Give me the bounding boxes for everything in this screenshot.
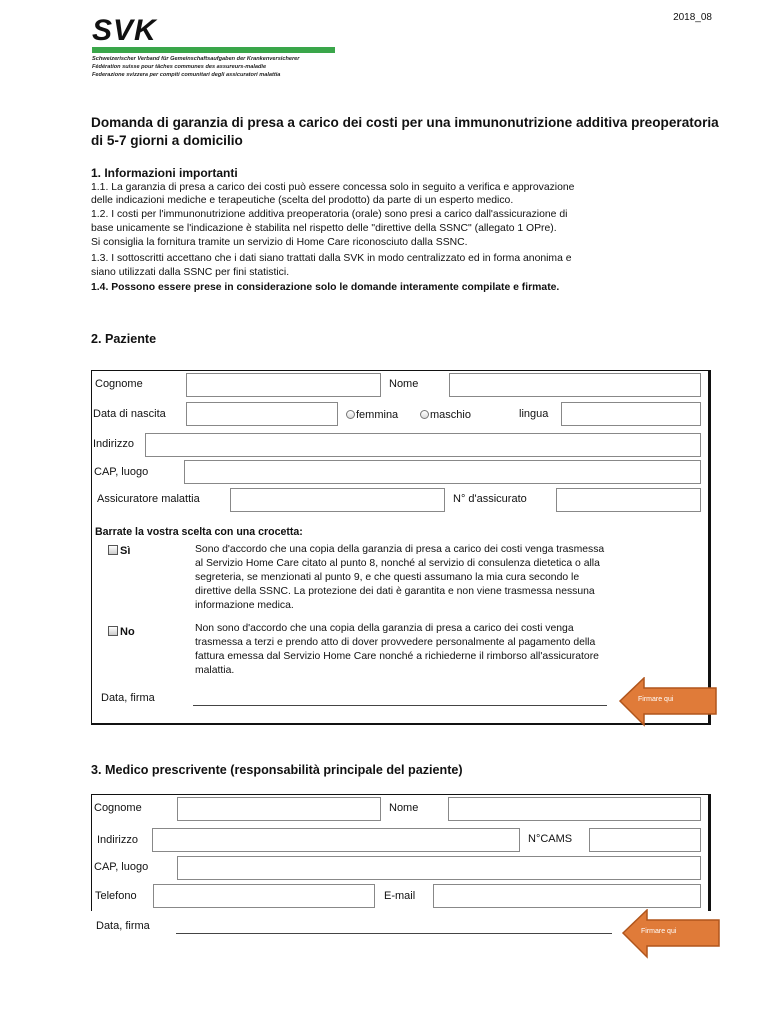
label-nome: Nome (389, 378, 419, 390)
info-line-bold: 1.4. Possono essere prese in considerazione solo le domande interamente compilate e firmate. (91, 282, 560, 293)
label-doctor-address: Indirizzo (97, 834, 138, 846)
info-line: 1.3. I sottoscritti accettano che i dati siano trattati dalla SVK in modo centralizzato ed in forma anonima e (91, 253, 572, 264)
consent-yes-checkbox[interactable] (108, 545, 130, 557)
patient-signature-line[interactable] (193, 705, 607, 706)
label-doctor-surname: Cognome (94, 802, 142, 814)
consent-line: fattura emessa dal Servizio Home Care nonché a richiederne il rimborso all'assicuratore (195, 651, 599, 662)
info-line: delle indicazioni mediche e terapeutiche (scelta del prodotto) da parte di un esperto medico. (91, 195, 514, 206)
brand-bar (92, 47, 335, 53)
consent-line: malattia. (195, 665, 235, 676)
patient-surname-input[interactable] (186, 373, 381, 397)
info-line: base unicamente se l'indicazione è stabilita nel rispetto delle "direttive della SSNC" (allegato 1 OPre). (91, 223, 557, 234)
checkbox-icon (108, 626, 118, 636)
doctor-surname-input[interactable] (177, 797, 381, 821)
info-line: siano utilizzati dalla SSNC per fini statistici. (91, 267, 290, 278)
label-insurer: Assicuratore malattia (97, 493, 200, 505)
form-code: 2018_08 (673, 12, 712, 23)
radio-circle-icon (420, 410, 429, 419)
radio-male[interactable] (420, 409, 471, 421)
section1-heading: 1. Informazioni importanti (91, 166, 238, 180)
radio-female[interactable] (346, 409, 398, 421)
org-line-it: Federazione svizzera per compiti comunitari degli assicuratori malattia (92, 72, 281, 78)
consent-line: trasmessa a terzi e prendo atto di dover provvedere personalmente al pagamento della (195, 637, 596, 648)
email-input[interactable] (433, 884, 701, 908)
label-ncams: N°CAMS (528, 833, 573, 845)
insured-number-input[interactable] (556, 488, 701, 512)
org-line-de: Schweizerischer Verband für Gemeinschaftsaufgaben der Krankenversicherer (92, 56, 300, 62)
consent-line: Sono d'accordo che una copia della garanzia di presa a carico dei costi venga trasmessa (195, 544, 605, 555)
doctor-address-input[interactable] (152, 828, 520, 852)
consent-yes-text (195, 543, 705, 613)
doctor-cap-input[interactable] (177, 856, 701, 880)
page-title: Domanda di garanzia di presa a carico dei costi per una immunonutrizione additiva preoperatoria di 5-7 giorni a domicilio (91, 115, 719, 148)
label-email: E-mail (384, 890, 416, 902)
label-cap: CAP, luogo (94, 466, 149, 478)
checkbox-icon (108, 545, 118, 555)
label-address: Indirizzo (93, 438, 134, 450)
sign-here-label: Firmare qui (638, 696, 674, 703)
sign-here-label: Firmare qui (641, 928, 677, 935)
label-doctor-name: Nome (389, 802, 419, 814)
patient-name-input[interactable] (449, 373, 701, 397)
doctor-signature-line[interactable] (176, 933, 612, 934)
sign-here-arrow (618, 677, 718, 727)
consent-line: al Servizio Home Care citato al punto 8, nonché al servizio di consulenza dietetica o alla (195, 558, 600, 569)
consent-line: segreteria, se menzionati al punto 9, e che questi assumano la mia cura secondo le (195, 572, 580, 583)
consent-line: Non sono d'accordo che una copia della garanzia di presa a carico dei costi venga (195, 623, 574, 634)
birthdate-input[interactable] (186, 402, 338, 426)
consent-no-text (195, 622, 705, 678)
radio-circle-icon (346, 410, 355, 419)
consent-line: informazione medica. (195, 600, 294, 611)
ncams-input[interactable] (589, 828, 701, 852)
doctor-name-input[interactable] (448, 797, 701, 821)
cap-input[interactable] (184, 460, 701, 484)
section3-heading: 3. Medico prescrivente (responsabilità principale del paziente) (91, 763, 463, 777)
consent-yes-label: Sì (120, 545, 131, 557)
label-language: lingua (519, 408, 549, 420)
info-line: 1.2. I costi per l'immunonutrizione additiva preoperatoria (orale) sono presi a carico dall'assicurazione di (91, 209, 568, 220)
language-input[interactable] (561, 402, 701, 426)
label-insured-number: N° d'assicurato (453, 493, 527, 505)
radio-female-label: femmina (356, 409, 399, 421)
patient-sign-label: Data, firma (101, 692, 155, 704)
sign-here-arrow (621, 909, 721, 959)
label-doctor-cap: CAP, luogo (94, 861, 149, 873)
insurer-input[interactable] (230, 488, 445, 512)
label-phone: Telefono (95, 890, 137, 902)
consent-no-checkbox[interactable] (108, 626, 135, 638)
consent-line: direttive della SSNC. La protezione dei dati è garantita e non viene trasmessa nessuna (195, 586, 595, 597)
phone-input[interactable] (153, 884, 375, 908)
address-input[interactable] (145, 433, 701, 457)
info-line: Si consiglia la fornitura tramite un servizio di Home Care riconosciuto dalla SSNC. (91, 237, 468, 248)
radio-male-label: maschio (430, 409, 471, 421)
label-birthdate: Data di nascita (93, 408, 166, 420)
label-cognome: Cognome (95, 378, 143, 390)
choice-heading: Barrate la vostra scelta con una crocetta: (95, 526, 303, 538)
doctor-sign-label: Data, firma (96, 920, 150, 932)
svk-logo: SVK (92, 14, 157, 47)
info-line: 1.1. La garanzia di presa a carico dei costi può essere concessa solo in seguito a verifica e approvazione (91, 182, 575, 193)
section2-heading: 2. Paziente (91, 332, 157, 346)
consent-no-label: No (120, 626, 135, 638)
org-line-fr: Fédération suisse pour tâches communes des assureurs-maladie (92, 64, 267, 70)
